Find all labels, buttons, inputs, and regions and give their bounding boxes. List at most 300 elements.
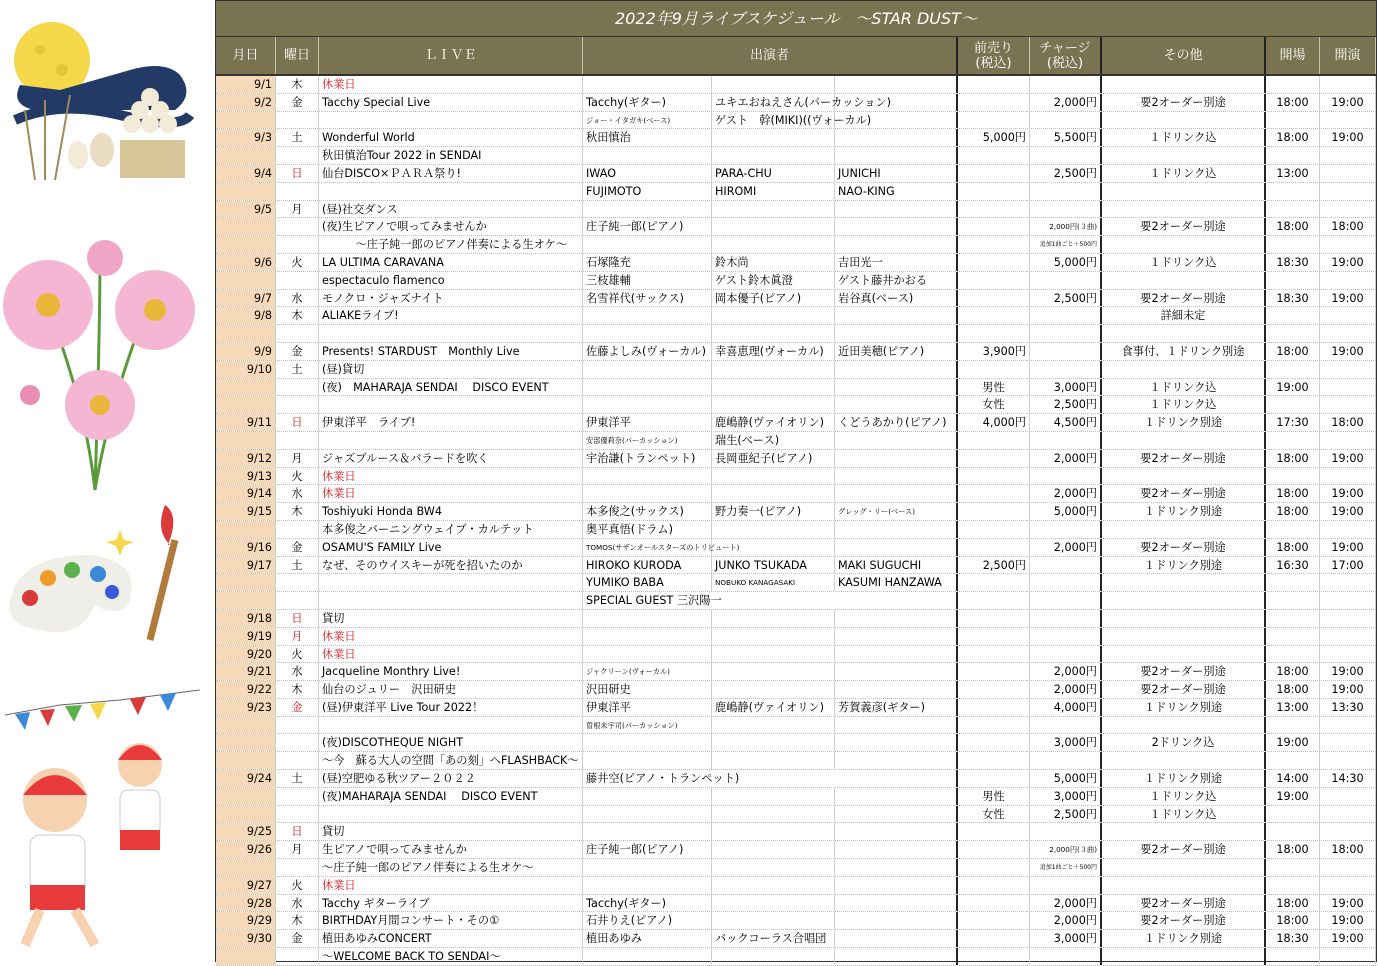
live-title-cell bbox=[319, 592, 583, 609]
advance-price-cell bbox=[958, 895, 1030, 912]
other-info-cell bbox=[1102, 361, 1266, 378]
performer-cell: 岡本優子(ピアノ) bbox=[712, 290, 835, 307]
start-time-cell bbox=[1320, 806, 1376, 823]
day-cell: 火 bbox=[276, 877, 319, 894]
day-cell: 火 bbox=[276, 646, 319, 663]
other-info-cell: 要2オーダー別途 bbox=[1102, 912, 1266, 929]
performer-cell: 瑞生(ベース) bbox=[712, 432, 835, 449]
charge-cell: 追加1曲ごと＋500円 bbox=[1030, 859, 1102, 876]
charge-cell bbox=[1030, 628, 1102, 645]
advance-price-cell bbox=[958, 183, 1030, 200]
date-cell: 9/7 bbox=[216, 290, 276, 307]
open-time-cell bbox=[1266, 325, 1320, 342]
performer-cell bbox=[835, 628, 958, 645]
live-title-cell: 貸切 bbox=[319, 610, 583, 627]
day-cell bbox=[276, 272, 319, 289]
advance-price-cell bbox=[958, 859, 1030, 876]
open-time-cell: 18:30 bbox=[1266, 290, 1320, 307]
performer-cell bbox=[712, 129, 835, 146]
performer-cell bbox=[835, 930, 958, 947]
date-cell: 9/17 bbox=[216, 557, 276, 574]
charge-cell bbox=[1030, 343, 1102, 360]
live-title-cell: 仙台DISCO×ＰＡＲＡ祭り! bbox=[319, 165, 583, 182]
start-time-cell bbox=[1320, 183, 1376, 200]
advance-price-cell bbox=[958, 930, 1030, 947]
live-title-cell: (昼)空肥ゆる秋ツアー２０２２ bbox=[319, 770, 583, 787]
charge-cell bbox=[1030, 201, 1102, 218]
date-cell: 9/28 bbox=[216, 895, 276, 912]
live-title-cell: 休業日 bbox=[319, 76, 583, 93]
other-info-cell: 要2オーダー別途 bbox=[1102, 681, 1266, 698]
other-info-cell bbox=[1102, 592, 1266, 609]
open-time-cell: 18:00 bbox=[1266, 895, 1320, 912]
open-time-cell bbox=[1266, 752, 1320, 769]
performer-cell: 藤井空(ピアノ・トランペット) bbox=[583, 770, 958, 787]
performer-cell: グレッグ・リー(ベース) bbox=[835, 503, 958, 520]
performer-cell bbox=[835, 468, 958, 485]
charge-cell: 2,000円(３曲) bbox=[1030, 841, 1102, 858]
performer-cell bbox=[712, 236, 835, 253]
performer-cell: ジャクリーン(ヴォーカル) bbox=[583, 663, 712, 680]
date-cell: 9/2 bbox=[216, 94, 276, 111]
other-info-cell: １ドリンク別途 bbox=[1102, 930, 1266, 947]
advance-price-cell bbox=[958, 112, 1030, 129]
date-cell bbox=[216, 147, 276, 164]
charge-cell: 2,000円 bbox=[1030, 485, 1102, 502]
live-title-cell bbox=[319, 325, 583, 342]
charge-cell: 2,000円 bbox=[1030, 663, 1102, 680]
charge-cell bbox=[1030, 147, 1102, 164]
open-time-cell: 18:00 bbox=[1266, 218, 1320, 235]
day-cell bbox=[276, 183, 319, 200]
table-row bbox=[216, 147, 1376, 165]
date-cell bbox=[216, 396, 276, 413]
open-time-cell bbox=[1266, 859, 1320, 876]
open-time-cell: 17:30 bbox=[1266, 414, 1320, 431]
advance-price-cell bbox=[958, 290, 1030, 307]
day-cell: 木 bbox=[276, 503, 319, 520]
performer-cell: 本多俊之(サックス) bbox=[583, 503, 712, 520]
charge-cell: 2,500円 bbox=[1030, 165, 1102, 182]
performer-cell bbox=[835, 218, 958, 235]
advance-price-cell bbox=[958, 770, 1030, 787]
live-title-cell: 休業日 bbox=[319, 877, 583, 894]
advance-price-cell bbox=[958, 734, 1030, 751]
start-time-cell bbox=[1320, 592, 1376, 609]
charge-cell: 追加1曲ごと＋500円 bbox=[1030, 236, 1102, 253]
performer-cell bbox=[712, 76, 835, 93]
table-row bbox=[216, 930, 1376, 948]
date-cell bbox=[216, 379, 276, 396]
live-title-cell: ～WELCOME BACK TO SENDAI～ bbox=[319, 948, 583, 965]
performer-cell bbox=[835, 201, 958, 218]
performer-cell bbox=[583, 76, 712, 93]
performer-cell: 幸喜恵理(ヴォーカル) bbox=[712, 343, 835, 360]
other-info-cell bbox=[1102, 752, 1266, 769]
decorative-illustrations bbox=[0, 0, 212, 962]
advance-price-cell bbox=[958, 272, 1030, 289]
advance-price-cell bbox=[958, 521, 1030, 538]
table-row bbox=[216, 450, 1376, 468]
open-time-cell bbox=[1266, 610, 1320, 627]
performer-cell: TOMOS(サザンオールスターズのトリビュート) bbox=[583, 539, 712, 556]
live-title-cell bbox=[319, 574, 583, 591]
live-title-cell: (昼)伊東洋平 Live Tour 2022！ bbox=[319, 699, 583, 716]
performer-cell bbox=[835, 895, 958, 912]
performer-cell bbox=[712, 788, 835, 805]
performer-cell: SPECIAL GUEST 三沢陽一 bbox=[583, 592, 958, 609]
performer-cell: 野力奏一(ピアノ) bbox=[712, 503, 835, 520]
other-info-cell: １ドリンク込 bbox=[1102, 806, 1266, 823]
live-title-cell bbox=[319, 806, 583, 823]
day-cell bbox=[276, 806, 319, 823]
table-row bbox=[216, 521, 1376, 539]
date-cell: 9/16 bbox=[216, 539, 276, 556]
live-title-cell bbox=[319, 717, 583, 734]
other-info-cell bbox=[1102, 823, 1266, 840]
table-row bbox=[216, 112, 1376, 130]
performer-cell bbox=[583, 752, 712, 769]
day-cell: 月 bbox=[276, 450, 319, 467]
charge-cell bbox=[1030, 468, 1102, 485]
paint-palette-icon bbox=[9, 505, 175, 640]
open-time-cell bbox=[1266, 112, 1320, 129]
performer-cell: ジョー・イタガキ(ベース) bbox=[583, 112, 712, 129]
performer-cell: 伊東洋平 bbox=[583, 699, 712, 716]
advance-price-cell bbox=[958, 254, 1030, 271]
live-title-cell: espectaculo flamenco bbox=[319, 272, 583, 289]
other-info-cell bbox=[1102, 948, 1266, 965]
date-cell bbox=[216, 218, 276, 235]
start-time-cell: 19:00 bbox=[1320, 129, 1376, 146]
date-cell: 9/29 bbox=[216, 912, 276, 929]
start-time-cell bbox=[1320, 379, 1376, 396]
header-live: ＬＩＶＥ bbox=[319, 37, 583, 74]
performer-cell bbox=[712, 521, 835, 538]
performer-cell bbox=[712, 361, 835, 378]
date-cell: 9/23 bbox=[216, 699, 276, 716]
advance-price-cell bbox=[958, 699, 1030, 716]
advance-price-cell: 4,000円 bbox=[958, 414, 1030, 431]
performer-cell: HIROMI bbox=[712, 183, 835, 200]
performer-cell: 安部優莉奈(パーカッション) bbox=[583, 432, 712, 449]
other-info-cell: １ドリンク込 bbox=[1102, 396, 1266, 413]
performer-cell: 曽根未宇司(パーカッション) bbox=[583, 717, 712, 734]
open-time-cell bbox=[1266, 468, 1320, 485]
performer-cell bbox=[835, 94, 958, 111]
advance-price-cell bbox=[958, 841, 1030, 858]
charge-cell: 3,000円 bbox=[1030, 734, 1102, 751]
page-title: 2022年9月ライブスケジュール ～STAR DUST～ bbox=[216, 1, 1376, 37]
day-cell: 水 bbox=[276, 895, 319, 912]
charge-cell bbox=[1030, 361, 1102, 378]
day-cell: 月 bbox=[276, 628, 319, 645]
open-time-cell: 16:30 bbox=[1266, 557, 1320, 574]
day-cell: 土 bbox=[276, 770, 319, 787]
table-row bbox=[216, 557, 1376, 575]
performer-cell: NAO-KING bbox=[835, 183, 958, 200]
start-time-cell bbox=[1320, 717, 1376, 734]
open-time-cell: 18:00 bbox=[1266, 485, 1320, 502]
performer-cell bbox=[835, 752, 958, 769]
live-title-cell: (昼)社交ダンス bbox=[319, 201, 583, 218]
open-time-cell bbox=[1266, 147, 1320, 164]
day-cell bbox=[276, 592, 319, 609]
performer-cell: 宇治謙(トランペット) bbox=[583, 450, 712, 467]
open-time-cell: 13:00 bbox=[1266, 165, 1320, 182]
live-title-cell: ～庄子純一郎のピアノ伴奏による生オケ～ bbox=[319, 236, 583, 253]
other-info-cell bbox=[1102, 325, 1266, 342]
start-time-cell bbox=[1320, 646, 1376, 663]
performer-cell: 岩谷真(ベース) bbox=[835, 290, 958, 307]
advance-price-cell bbox=[958, 147, 1030, 164]
advance-price-cell bbox=[958, 325, 1030, 342]
table-row bbox=[216, 236, 1376, 254]
performer-cell bbox=[835, 396, 958, 413]
charge-cell: 5,500円 bbox=[1030, 129, 1102, 146]
performer-cell: 石井りえ(ピアノ) bbox=[583, 912, 712, 929]
performer-cell bbox=[835, 717, 958, 734]
open-time-cell bbox=[1266, 717, 1320, 734]
charge-cell bbox=[1030, 183, 1102, 200]
live-title-cell: (夜) MAHARAJA SENDAI DISCO EVENT bbox=[319, 379, 583, 396]
performer-cell: 吉田光一 bbox=[835, 254, 958, 271]
performer-cell bbox=[835, 539, 958, 556]
start-time-cell bbox=[1320, 628, 1376, 645]
advance-price-cell bbox=[958, 432, 1030, 449]
other-info-cell: １ドリンク別途 bbox=[1102, 770, 1266, 787]
charge-cell bbox=[1030, 574, 1102, 591]
performer-cell: ゲスト鈴木眞澄 bbox=[712, 272, 835, 289]
day-cell: 火 bbox=[276, 254, 319, 271]
advance-price-cell bbox=[958, 539, 1030, 556]
performer-cell bbox=[583, 628, 712, 645]
open-time-cell bbox=[1266, 877, 1320, 894]
advance-price-cell: 5,000円 bbox=[958, 129, 1030, 146]
date-cell: 9/10 bbox=[216, 361, 276, 378]
start-time-cell: 18:00 bbox=[1320, 841, 1376, 858]
day-cell: 水 bbox=[276, 290, 319, 307]
live-title-cell: 伊東洋平 ライブ! bbox=[319, 414, 583, 431]
day-cell: 日 bbox=[276, 610, 319, 627]
open-time-cell: 14:00 bbox=[1266, 770, 1320, 787]
other-info-cell: １ドリンク込 bbox=[1102, 788, 1266, 805]
advance-price-cell bbox=[958, 236, 1030, 253]
day-cell: 土 bbox=[276, 557, 319, 574]
open-time-cell bbox=[1266, 201, 1320, 218]
live-title-cell: ジャズブルース＆バラードを吹く bbox=[319, 450, 583, 467]
day-cell: 木 bbox=[276, 681, 319, 698]
performer-cell bbox=[835, 325, 958, 342]
start-time-cell bbox=[1320, 823, 1376, 840]
date-cell: 9/26 bbox=[216, 841, 276, 858]
open-time-cell bbox=[1266, 521, 1320, 538]
performer-cell: 佐藤よしみ(ヴォーカル) bbox=[583, 343, 712, 360]
other-info-cell: 要2オーダー別途 bbox=[1102, 663, 1266, 680]
day-cell bbox=[276, 379, 319, 396]
performer-cell bbox=[712, 806, 835, 823]
table-row bbox=[216, 307, 1376, 325]
table-row bbox=[216, 468, 1376, 486]
performer-cell bbox=[835, 76, 958, 93]
other-info-cell bbox=[1102, 76, 1266, 93]
date-cell bbox=[216, 806, 276, 823]
table-row bbox=[216, 788, 1376, 806]
date-cell bbox=[216, 734, 276, 751]
charge-cell bbox=[1030, 610, 1102, 627]
header-performers: 出演者 bbox=[583, 37, 958, 74]
advance-price-cell bbox=[958, 574, 1030, 591]
other-info-cell: 要2オーダー別途 bbox=[1102, 539, 1266, 556]
table-row bbox=[216, 663, 1376, 681]
other-info-cell: １ドリンク込 bbox=[1102, 254, 1266, 271]
table-row bbox=[216, 912, 1376, 930]
date-cell: 9/18 bbox=[216, 610, 276, 627]
performer-cell bbox=[583, 236, 712, 253]
live-title-cell: (夜)生ピアノで唄ってみませんか bbox=[319, 218, 583, 235]
charge-cell bbox=[1030, 325, 1102, 342]
advance-price-cell bbox=[958, 76, 1030, 93]
date-cell: 9/5 bbox=[216, 201, 276, 218]
performer-cell: JUNKO TSUKADA bbox=[712, 557, 835, 574]
start-time-cell bbox=[1320, 165, 1376, 182]
open-time-cell bbox=[1266, 361, 1320, 378]
sports-day-kids-icon bbox=[5, 690, 200, 945]
table-row bbox=[216, 752, 1376, 770]
performer-cell bbox=[583, 396, 712, 413]
other-info-cell bbox=[1102, 432, 1266, 449]
other-info-cell bbox=[1102, 236, 1266, 253]
performer-cell: JUNICHI bbox=[835, 165, 958, 182]
performer-cell: 鈴木尚 bbox=[712, 254, 835, 271]
charge-cell bbox=[1030, 877, 1102, 894]
live-title-cell: Presents! STARDUST Monthly Live bbox=[319, 343, 583, 360]
start-time-cell: 19:00 bbox=[1320, 343, 1376, 360]
table-row bbox=[216, 592, 1376, 610]
performer-cell bbox=[712, 681, 835, 698]
start-time-cell: 17:00 bbox=[1320, 557, 1376, 574]
start-time-cell bbox=[1320, 788, 1376, 805]
live-title-cell bbox=[319, 112, 583, 129]
charge-cell bbox=[1030, 823, 1102, 840]
live-title-cell bbox=[319, 396, 583, 413]
start-time-cell: 19:00 bbox=[1320, 681, 1376, 698]
live-title-cell: モノクロ・ジャズナイト bbox=[319, 290, 583, 307]
start-time-cell bbox=[1320, 147, 1376, 164]
advance-price-cell bbox=[958, 752, 1030, 769]
day-cell bbox=[276, 948, 319, 965]
performer-cell: YUMIKO BABA bbox=[583, 574, 712, 591]
live-title-cell: 休業日 bbox=[319, 646, 583, 663]
performer-cell bbox=[712, 734, 835, 751]
performer-cell: 秋田慎治 bbox=[583, 129, 712, 146]
day-cell bbox=[276, 574, 319, 591]
start-time-cell bbox=[1320, 877, 1376, 894]
day-cell bbox=[276, 734, 319, 751]
advance-price-cell bbox=[958, 877, 1030, 894]
other-info-cell: １ドリンク込 bbox=[1102, 129, 1266, 146]
charge-cell bbox=[1030, 752, 1102, 769]
table-row bbox=[216, 272, 1376, 290]
performer-cell bbox=[835, 610, 958, 627]
table-row bbox=[216, 823, 1376, 841]
header-charge: チャージ (税込) bbox=[1030, 37, 1102, 74]
start-time-cell bbox=[1320, 396, 1376, 413]
table-row bbox=[216, 414, 1376, 432]
start-time-cell: 19:00 bbox=[1320, 254, 1376, 271]
day-cell: 日 bbox=[276, 165, 319, 182]
other-info-cell bbox=[1102, 859, 1266, 876]
open-time-cell: 18:00 bbox=[1266, 841, 1320, 858]
table-row bbox=[216, 503, 1376, 521]
date-cell: 9/4 bbox=[216, 165, 276, 182]
open-time-cell bbox=[1266, 592, 1320, 609]
table-row bbox=[216, 841, 1376, 859]
performer-cell bbox=[712, 468, 835, 485]
live-title-cell: Tacchy ギターライブ bbox=[319, 895, 583, 912]
day-cell: 金 bbox=[276, 343, 319, 360]
day-cell bbox=[276, 236, 319, 253]
performer-cell: 三枝雄輔 bbox=[583, 272, 712, 289]
start-time-cell bbox=[1320, 307, 1376, 324]
date-cell: 9/21 bbox=[216, 663, 276, 680]
performer-cell: 石塚隆充 bbox=[583, 254, 712, 271]
day-cell: 木 bbox=[276, 307, 319, 324]
performer-cell bbox=[583, 468, 712, 485]
open-time-cell bbox=[1266, 432, 1320, 449]
date-cell bbox=[216, 859, 276, 876]
start-time-cell: 18:00 bbox=[1320, 414, 1376, 431]
start-time-cell bbox=[1320, 610, 1376, 627]
start-time-cell bbox=[1320, 112, 1376, 129]
charge-cell: 5,000円 bbox=[1030, 770, 1102, 787]
other-info-cell: 要2オーダー別途 bbox=[1102, 450, 1266, 467]
day-cell bbox=[276, 325, 319, 342]
advance-price-cell bbox=[958, 218, 1030, 235]
date-cell bbox=[216, 948, 276, 965]
performer-cell bbox=[712, 147, 835, 164]
performer-cell: くどうあかり(ピアノ) bbox=[835, 414, 958, 431]
table-row bbox=[216, 183, 1376, 201]
start-time-cell: 19:00 bbox=[1320, 450, 1376, 467]
other-info-cell bbox=[1102, 147, 1266, 164]
table-row bbox=[216, 717, 1376, 735]
advance-price-cell bbox=[958, 592, 1030, 609]
open-time-cell: 19:00 bbox=[1266, 734, 1320, 751]
table-row bbox=[216, 201, 1376, 219]
charge-cell: 5,000円 bbox=[1030, 254, 1102, 271]
table-row bbox=[216, 770, 1376, 788]
open-time-cell bbox=[1266, 628, 1320, 645]
performer-cell bbox=[712, 841, 835, 858]
performer-cell: 近田美穂(ピアノ) bbox=[835, 343, 958, 360]
open-time-cell: 18:00 bbox=[1266, 503, 1320, 520]
other-info-cell bbox=[1102, 272, 1266, 289]
performer-cell: 長岡亜紀子(ピアノ) bbox=[712, 450, 835, 467]
header-open: 開場 bbox=[1266, 37, 1320, 74]
live-title-cell: 貸切 bbox=[319, 823, 583, 840]
live-title-cell: Tacchy Special Live bbox=[319, 94, 583, 111]
date-cell: 9/3 bbox=[216, 129, 276, 146]
open-time-cell bbox=[1266, 307, 1320, 324]
live-title-cell: なぜ、そのウイスキーが死を招いたのか bbox=[319, 557, 583, 574]
date-cell bbox=[216, 592, 276, 609]
charge-cell bbox=[1030, 557, 1102, 574]
start-time-cell: 19:00 bbox=[1320, 290, 1376, 307]
open-time-cell: 18:00 bbox=[1266, 94, 1320, 111]
start-time-cell bbox=[1320, 574, 1376, 591]
date-cell: 9/14 bbox=[216, 485, 276, 502]
